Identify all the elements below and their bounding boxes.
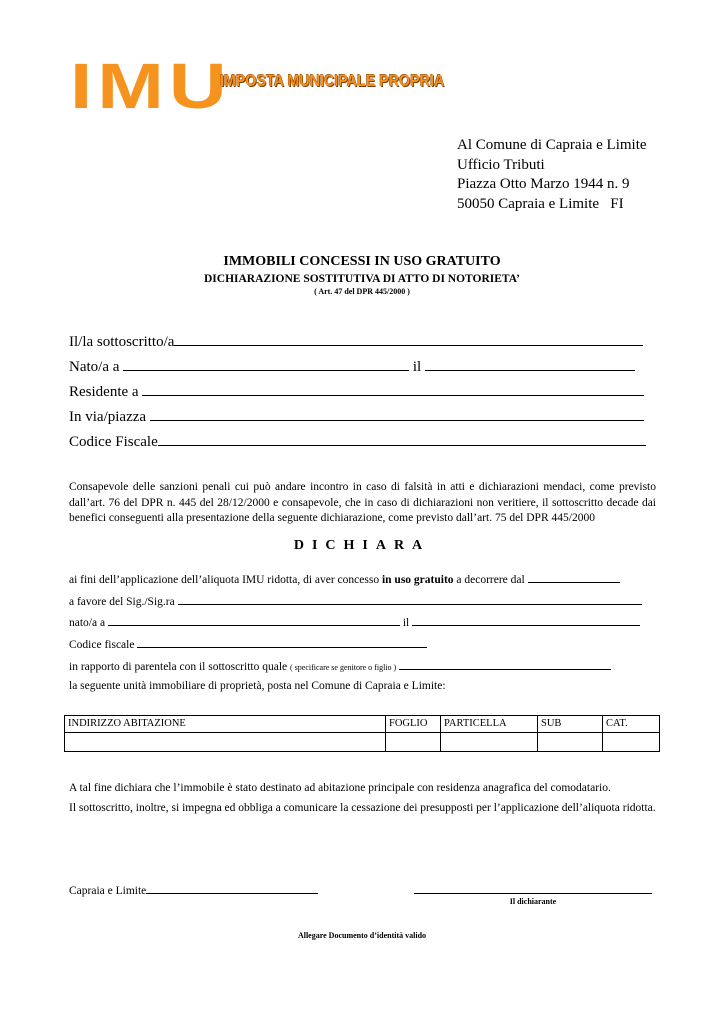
parentela-input-line[interactable] bbox=[399, 658, 611, 670]
document-title: IMMOBILI CONCESSI IN USO GRATUITO bbox=[223, 254, 501, 269]
nato-input-line[interactable] bbox=[123, 356, 409, 371]
header-cat: CAT. bbox=[603, 716, 660, 733]
parentela-line bbox=[69, 658, 611, 675]
signature-line[interactable] bbox=[414, 893, 652, 894]
date-input-line[interactable] bbox=[146, 882, 318, 894]
codice-fiscale-field bbox=[69, 431, 646, 451]
concessione-line bbox=[69, 571, 620, 587]
indirizzo-cell[interactable] bbox=[65, 733, 386, 752]
comodatario-nato-label: nato/a a bbox=[69, 617, 106, 629]
legal-reference: ( Art. 47 del DPR 445/2000 ) bbox=[314, 287, 410, 296]
document-subtitle: DICHIARAZIONE SOSTITUTIVA DI ATTO DI NOTORIETA’ bbox=[203, 273, 521, 285]
comodatario-nato-input-line[interactable] bbox=[108, 614, 400, 626]
imu-logo: IMU bbox=[70, 50, 232, 122]
address-line: 50050 Capraia e Limite FI bbox=[457, 195, 624, 212]
residente-field bbox=[69, 381, 644, 401]
sottoscritto-label: Il/la sottoscritto/a bbox=[69, 334, 175, 350]
comodatario-nato-line bbox=[69, 614, 640, 630]
codice-fiscale-input-line[interactable] bbox=[158, 431, 646, 446]
via-field bbox=[69, 406, 644, 426]
via-input-line[interactable] bbox=[150, 406, 644, 421]
nato-date-input-line[interactable] bbox=[425, 356, 635, 371]
closing-text bbox=[69, 778, 669, 818]
recipient-address bbox=[457, 136, 647, 214]
foglio-cell[interactable] bbox=[386, 733, 441, 752]
comodatario-date-input-line[interactable] bbox=[412, 614, 640, 626]
particella-cell[interactable] bbox=[441, 733, 538, 752]
uso-gratuito-text: in uso gratuito bbox=[381, 574, 454, 586]
comodatario-il-label: il bbox=[402, 617, 410, 629]
signature-label: Il dichiarante bbox=[509, 897, 557, 906]
address-line: Ufficio Tributi bbox=[457, 156, 545, 173]
cat-cell[interactable] bbox=[603, 733, 660, 752]
place-date-field bbox=[69, 882, 318, 898]
table-header-row bbox=[65, 716, 660, 733]
residente-label: Residente a bbox=[69, 384, 139, 400]
nato-il-label: il bbox=[412, 359, 422, 375]
favore-input-line[interactable] bbox=[178, 593, 642, 605]
place-label: Capraia e Limite bbox=[69, 885, 147, 897]
footer-note: Allegare Documento d’identità valido bbox=[297, 931, 427, 940]
favore-label: a favore del Sig./Sig.ra bbox=[69, 596, 175, 608]
comodatario-cf-line bbox=[69, 636, 427, 652]
concessione-text: ai fini dell’applicazione dell’aliquota IMU ridotta, di aver concesso bbox=[69, 574, 382, 586]
comodatario-cf-label: Codice fiscale bbox=[69, 639, 135, 651]
comodatario-cf-input-line[interactable] bbox=[137, 636, 427, 648]
residente-input-line[interactable] bbox=[142, 381, 644, 396]
header-particella: PARTICELLA bbox=[441, 716, 538, 733]
header-indirizzo: INDIRIZZO ABITAZIONE bbox=[65, 716, 386, 733]
sub-cell[interactable] bbox=[538, 733, 603, 752]
sottoscritto-field bbox=[69, 331, 643, 351]
nato-label: Nato/a a bbox=[69, 359, 120, 375]
unita-line bbox=[69, 679, 446, 693]
dichiara-heading: DICHIARA bbox=[293, 538, 431, 553]
decorrere-text: a decorrere dal bbox=[453, 574, 528, 586]
table-row bbox=[65, 733, 660, 752]
parentela-note: ( specificare se genitore o figlio ) bbox=[290, 663, 397, 672]
nato-field bbox=[69, 356, 635, 376]
decorrere-input-line[interactable] bbox=[528, 571, 620, 583]
property-table bbox=[64, 715, 660, 752]
codice-fiscale-label: Codice Fiscale bbox=[69, 434, 158, 450]
closing-paragraph-1: A tal fine dichiara che l’immobile è stato destinato ad abitazione principale con residenza anagrafica del comodatario. bbox=[69, 782, 611, 794]
address-line: Piazza Otto Marzo 1944 n. 9 bbox=[457, 176, 630, 192]
address-line: Al Comune di Capraia e Limite bbox=[457, 137, 647, 153]
header-foglio: FOGLIO bbox=[386, 716, 441, 733]
via-label: In via/piazza bbox=[69, 409, 147, 425]
unita-text: la seguente unità immobiliare di proprietà, posta nel Comune di Capraia e Limite: bbox=[69, 680, 446, 692]
header-sub: SUB bbox=[538, 716, 603, 733]
parentela-label: in rapporto di parentela con il sottoscritto quale bbox=[69, 661, 288, 673]
sottoscritto-input-line[interactable] bbox=[174, 331, 643, 346]
closing-paragraph-2: Il sottoscritto, inoltre, si impegna ed obbliga a comunicare la cessazione dei presupposti per l’applicazione dell’aliquota ridotta. bbox=[69, 802, 656, 814]
favore-line bbox=[69, 593, 642, 609]
declaration-premise: Consapevole delle sanzioni penali cui può andare incontro in caso di falsità in atti e dichiarazioni mendaci, come previsto dall’art. 76 del DPR n. 445 del 28/12/2000 e consapevole, che in caso di dichiarazioni non veritiere, il sottoscritto decade dai benefici conseguenti alla presentazione della seguente dichiarazione, come previsto dall’art. 75 del DPR 445/2000 bbox=[69, 481, 656, 524]
logo-subtitle: IMPOSTA MUNICIPALE PROPRIA bbox=[220, 71, 445, 90]
